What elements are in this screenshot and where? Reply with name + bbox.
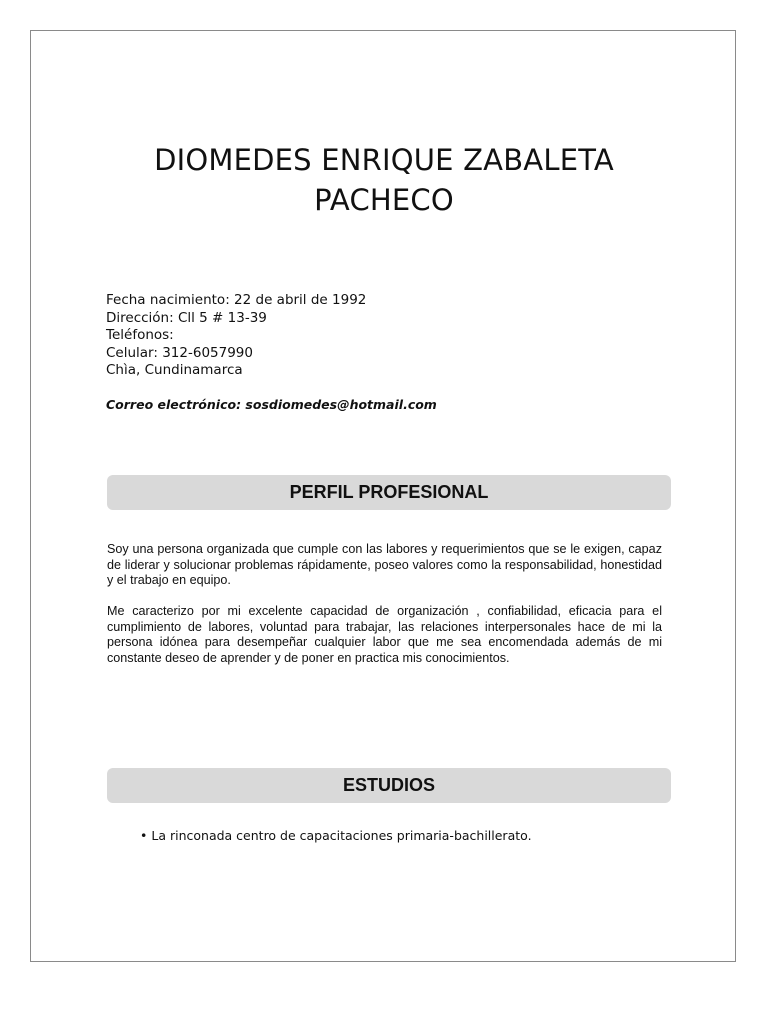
list-item: • La rinconada centro de capacitaciones primaria-bachillerato.	[140, 828, 532, 843]
address: Dirección: Cll 5 # 13-39	[106, 309, 267, 326]
candidate-name	[0, 140, 768, 220]
birth-date: Fecha nacimiento: 22 de abril de 1992	[106, 292, 367, 308]
perfil-profesional-heading: PERFIL PROFESIONAL	[107, 475, 671, 510]
mobile-phone: Celular: 312-6057990	[106, 344, 253, 361]
perfil-paragraph-1: Soy una persona organizada que cumple con las labores y requerimientos que se le exigen, capaz de liderar y solucionar problemas rápidamente, poseo valores como la responsabilidad, honestidad y el trabajo en equipo.	[107, 542, 662, 587]
estudios-list	[140, 828, 532, 843]
estudios-heading: ESTUDIOS	[107, 768, 671, 803]
phones-label: Teléfonos:	[106, 327, 174, 343]
perfil-paragraph-2: Me caracterizo por mi excelente capacidad de organización , confiabilidad, eficacia para el cumplimiento de labores, voluntad para trabajar, las relaciones interpersonales hace de mi la persona idónea para desempeñar cualquier labor que me sea encomendada además de mi constante deseo de aprender y de poner en practica mis conocimientos.	[107, 604, 662, 665]
contact-block	[106, 292, 366, 380]
city: Chìa, Cundinamarca	[106, 362, 243, 378]
email: Correo electrónico: sosdiomedes@hotmail.com	[106, 397, 437, 412]
name-line-2: PACHECO	[314, 183, 454, 217]
name-line-1: DIOMEDES ENRIQUE ZABALETA	[154, 143, 614, 177]
